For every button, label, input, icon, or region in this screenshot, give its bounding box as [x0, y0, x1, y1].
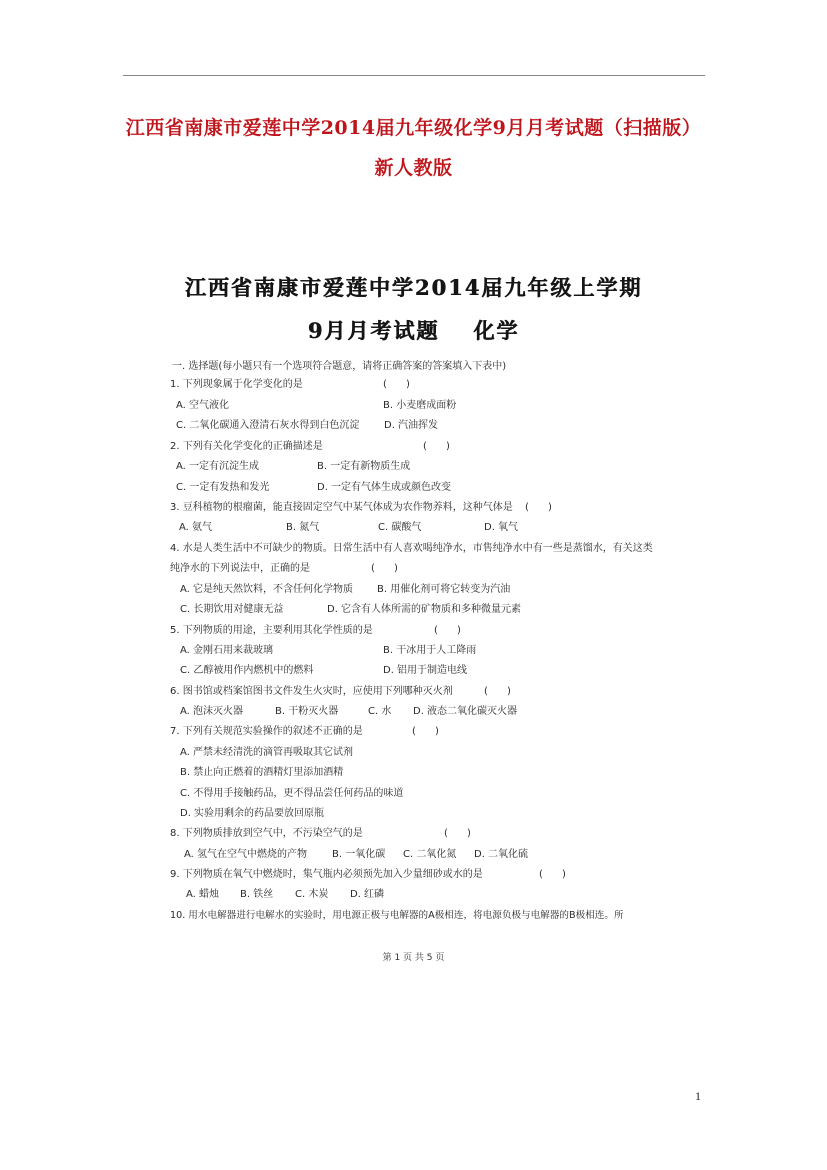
option-3a: A. 氨气 — [179, 522, 213, 533]
question-3: 3. 豆科植物的根瘤菌，能直接固定空气中某气体成为农作物养料，这种气体是 — [170, 502, 513, 513]
option-1d: D. 汽油挥发 — [384, 420, 439, 431]
option-3d: D. 氧气 — [484, 522, 519, 533]
option-6c: C. 水 — [368, 706, 392, 717]
answer-blank-6: ( ) — [484, 686, 511, 697]
option-4b: B. 用催化剂可将它转变为汽油 — [377, 584, 511, 595]
option-8c: C. 二氧化氮 — [403, 849, 457, 860]
question-6: 6. 图书馆或档案馆图书文件发生火灾时，应使用下列哪种灭火剂 — [170, 686, 453, 697]
exam-name: 9月月考试题 — [307, 318, 440, 343]
option-2d: D. 一定有气体生成或颜色改变 — [317, 482, 452, 493]
option-9d: D. 红磷 — [350, 889, 385, 900]
answer-blank-3: ( ) — [525, 502, 552, 513]
option-5b: B. 干冰用于人工降雨 — [383, 645, 477, 656]
option-6b: B. 干粉灭火器 — [275, 706, 339, 717]
answer-blank-2: ( ) — [423, 441, 450, 452]
option-7c: C. 不得用手接触药品，更不得品尝任何药品的味道 — [180, 788, 404, 799]
answer-blank-9: ( ) — [539, 869, 566, 880]
document-title: 江西省南康市爱莲中学2014届九年级化学9月月考试题（扫描版） — [125, 117, 702, 139]
option-5a: A. 金刚石用来裁玻璃 — [180, 645, 274, 656]
option-6d: D. 液态二氧化碳灭火器 — [413, 706, 518, 717]
option-1c: C. 二氧化碳通入澄清石灰水得到白色沉淀 — [176, 420, 360, 431]
answer-blank-5: ( ) — [434, 625, 461, 636]
question-4: 4. 水是人类生活中不可缺少的物质。日常生活中有人喜欢喝纯净水，市售纯净水中有一些是蒸馏水，有关这类 — [170, 543, 653, 554]
page-number: 1 — [695, 1089, 701, 1103]
option-1a: A. 空气液化 — [176, 400, 230, 411]
scan-footer: 第 1 页 共 5 页 — [382, 953, 445, 963]
section-heading: 一. 选择题(每小题只有一个选项符合题意，请将正确答案的答案填入下表中) — [172, 361, 507, 372]
option-9a: A. 蜡烛 — [186, 889, 220, 900]
answer-blank-1: ( ) — [383, 379, 410, 390]
option-5c: C. 乙醇被用作内燃机中的燃料 — [180, 665, 314, 676]
scanned-exam-title: 江西省南康市爱莲中学2014届九年级上学期 — [184, 275, 643, 300]
option-4a: A. 它是纯天然饮料，不含任何化学物质 — [180, 584, 354, 595]
answer-blank-7: ( ) — [412, 726, 439, 737]
question-4-cont: 纯净水的下列说法中，正确的是 — [170, 563, 310, 574]
question-5: 5. 下列物质的用途，主要利用其化学性质的是 — [170, 625, 373, 636]
answer-blank-4: ( ) — [371, 563, 398, 574]
document-subtitle: 新人教版 — [374, 157, 453, 179]
option-9c: C. 木炭 — [295, 889, 329, 900]
option-2b: B. 一定有新物质生成 — [317, 461, 411, 472]
question-2: 2. 下列有关化学变化的正确描述是 — [170, 441, 323, 452]
question-10: 10. 用水电解器进行电解水的实验时，用电源正极与电解器的A极相连，将电源负极与电解器的B极相连。所 — [170, 910, 624, 921]
option-2c: C. 一定有发热和发光 — [176, 482, 270, 493]
option-2a: A. 一定有沉淀生成 — [176, 461, 260, 472]
question-9: 9. 下列物质在氧气中燃烧时，集气瓶内必须预先加入少量细砂或水的是 — [170, 869, 483, 880]
option-6a: A. 泡沫灭火器 — [180, 706, 244, 717]
option-9b: B. 铁丝 — [240, 889, 274, 900]
option-8b: B. 一氧化碳 — [332, 849, 386, 860]
answer-blank-8: ( ) — [444, 828, 471, 839]
question-8: 8. 下列物质排放到空气中，不污染空气的是 — [170, 828, 363, 839]
option-7d: D. 实验用剩余的药品要放回原瓶 — [180, 808, 325, 819]
option-8d: D. 二氧化硫 — [474, 849, 529, 860]
option-4c: C. 长期饮用对健康无益 — [180, 604, 284, 615]
option-4d: D. 它含有人体所需的矿物质和多种微量元素 — [327, 604, 522, 615]
option-8a: A. 氢气在空气中燃烧的产物 — [184, 849, 308, 860]
option-7b: B. 禁止向正燃着的酒精灯里添加酒精 — [180, 767, 344, 778]
question-7: 7. 下列有关规范实验操作的叙述不正确的是 — [170, 726, 363, 737]
exam-subject: 化学 — [473, 318, 520, 343]
option-1b: B. 小麦磨成面粉 — [383, 400, 457, 411]
option-7a: A. 严禁未经清洗的滴管再吸取其它试剂 — [180, 747, 354, 758]
option-3b: B. 氮气 — [286, 522, 320, 533]
option-5d: D. 铝用于制造电线 — [383, 665, 468, 676]
option-3c: C. 碳酸气 — [378, 522, 422, 533]
question-1: 1. 下列现象属于化学变化的是 — [170, 379, 303, 390]
